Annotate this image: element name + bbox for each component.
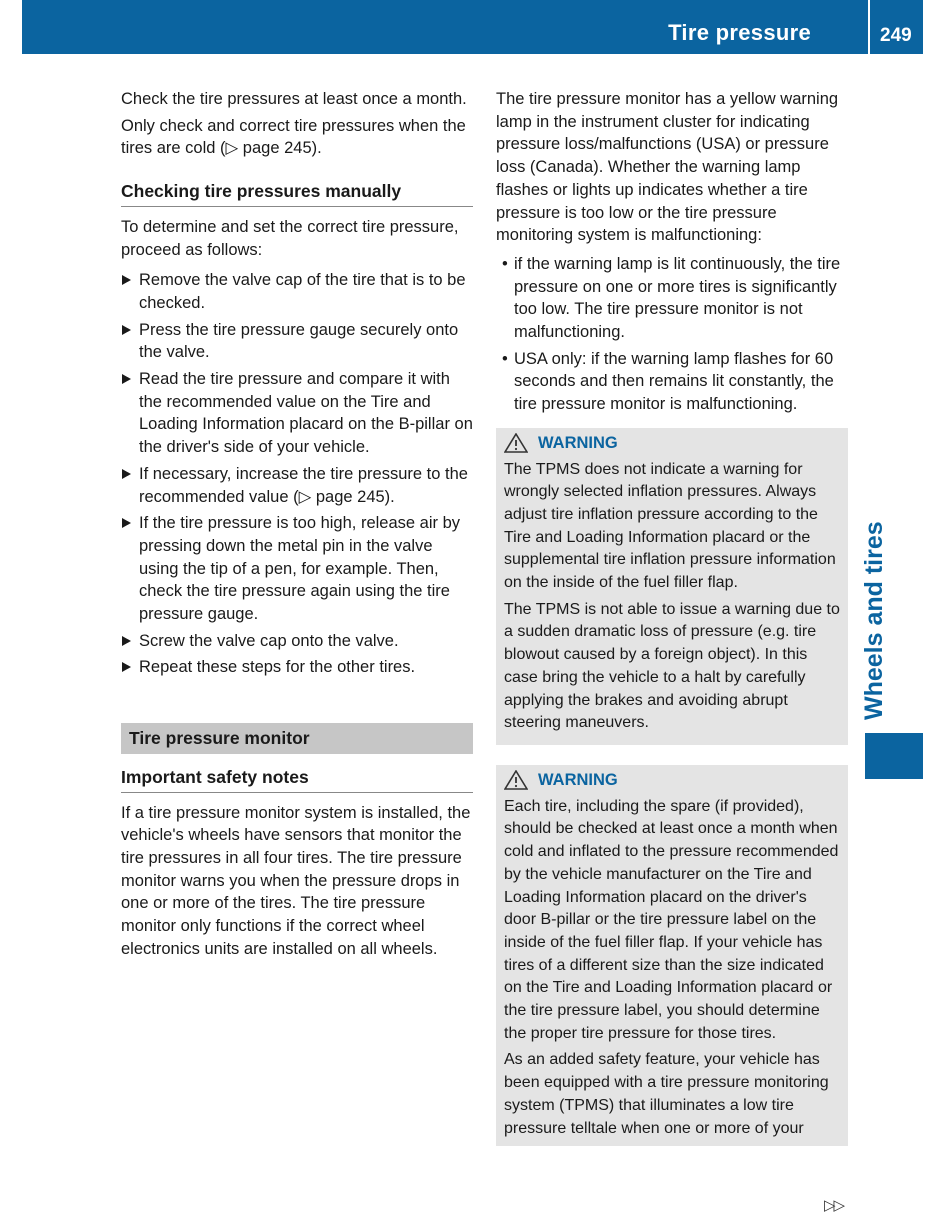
safety-notes-text: If a tire pressure monitor system is installed, the vehicle's wheels have sensors that monitor the tire pressures in all four tires. The tire pressure monitor warns you when the pressure drops in one or more of the tires. The tire pressure monitor only functions if the correct wheel electronics units are installed on all wheels. [121, 803, 471, 958]
warning-paragraph: As an added safety feature, your vehicle has been equipped with a tire pressure monitoring system (TPMS) that illuminates a low tire pressure telltale when one or more of your [504, 1051, 829, 1137]
bullet-item [496, 348, 848, 416]
manual-check-heading: Checking tire pressures manually [121, 180, 473, 207]
step-text: If necessary, increase the tire pressure to the recommended value (▷ page 245). [139, 464, 468, 506]
continue-arrows-icon: ▷▷ [824, 1197, 844, 1214]
bullet-text: if the warning lamp is lit continuously, the tire pressure on one or more tires is significantly too low. The tire pressure monitor is not malfunctioning. [514, 254, 841, 342]
page-number: 249 [880, 25, 912, 46]
warning-triangle-icon [504, 433, 528, 453]
chapter-tab-block [865, 733, 923, 779]
step-item [121, 463, 473, 508]
warning-box-2 [496, 765, 848, 1146]
warning-header [504, 432, 840, 455]
step-arrow-icon [122, 374, 131, 384]
bullet-dot-icon: • [502, 349, 508, 368]
header-bar [22, 0, 923, 54]
step-arrow-icon [122, 275, 131, 285]
step-item [121, 656, 473, 679]
warning-label: WARNING [538, 770, 618, 789]
bullet-item [496, 253, 848, 344]
left-column [121, 88, 473, 965]
step-arrow-icon [122, 636, 131, 646]
step-item [121, 269, 473, 314]
step-text: Repeat these steps for the other tires. [139, 658, 416, 677]
bullet-text: USA only: if the warning lamp flashes for 60 seconds and then remains lit constantly, the tire pressure monitor is malfunctioning. [514, 349, 834, 414]
step-list [121, 269, 473, 679]
page-title: Tire pressure [668, 20, 811, 45]
step-arrow-icon [122, 325, 131, 335]
step-text: If the tire pressure is too high, release air by pressing down the metal pin in the valve using the tip of a pen, for example. Then, check the tire pressure again using the tire pressure gauge. [139, 514, 460, 624]
step-text: Press the tire pressure gauge securely onto the valve. [139, 320, 459, 362]
warning-paragraph: The TPMS is not able to issue a warning due to a sudden dramatic loss of pressure (e.g. tire blowout caused by a foreign object). In this case bring the vehicle to a halt by carefully applying the brakes and avoiding abrupt steering maneuvers. [504, 600, 840, 732]
warning-triangle-icon [504, 770, 528, 790]
step-arrow-icon [122, 518, 131, 528]
chapter-side-tab: Wheels and tires [860, 521, 888, 720]
step-item [121, 319, 473, 364]
header-divider [868, 0, 870, 54]
step-text: Remove the valve cap of the tire that is to be checked. [139, 271, 466, 312]
step-item [121, 630, 473, 653]
warning-paragraph: The TPMS does not indicate a warning for wrongly selected inflation pressures. Always adjust tire inflation pressure according to the Tire and Loading Information placard or the supplemental tire inflation pressure information on the inside of the fuel filler flap. [504, 460, 836, 592]
section-title-bar: Tire pressure monitor [121, 723, 473, 754]
warning-label: WARNING [538, 433, 618, 452]
step-arrow-icon [122, 469, 131, 479]
step-item [121, 512, 473, 626]
warning-box-1 [496, 428, 848, 745]
warning-paragraph: Each tire, including the spare (if provided), should be checked at least once a month when cold and inflated to the pressure recommended by the vehicle manufacturer on the Tire and Loading Information placard on the driver's door B-pillar or the tire pressure label on the inside of the fuel filler flap. If your vehicle has tires of a different size than the size indicated on the Tire and Loading Information placard or the tire pressure label, you should determine the proper tire pressure for those tires. [504, 797, 839, 1042]
step-text: Screw the valve cap onto the valve. [139, 631, 399, 650]
warning-header [504, 769, 840, 792]
monitor-intro: The tire pressure monitor has a yellow warning lamp in the instrument cluster for indicating pressure loss/malfunctions (USA) or pressure loss (Canada). Whether the warning lamp flashes or lights up indicates whether a tire pressure is too low or the tire pressure monitoring system is malfunctioning: [496, 90, 839, 245]
bullet-list [496, 253, 848, 416]
intro-paragraph: Only check and correct tire pressures when the tires are cold (▷ page 245). [121, 116, 466, 158]
step-text: Read the tire pressure and compare it with the recommended value on the Tire and Loading Information placard on the B-pillar on the driver's side of your vehicle. [139, 370, 473, 457]
intro-paragraph: Check the tire pressures at least once a month. [121, 90, 467, 108]
bullet-dot-icon: • [502, 254, 508, 273]
step-item [121, 368, 473, 459]
right-column [496, 88, 848, 1146]
step-arrow-icon [122, 662, 131, 672]
manual-intro: To determine and set the correct tire pressure, proceed as follows: [121, 217, 459, 259]
safety-notes-heading: Important safety notes [121, 766, 473, 793]
